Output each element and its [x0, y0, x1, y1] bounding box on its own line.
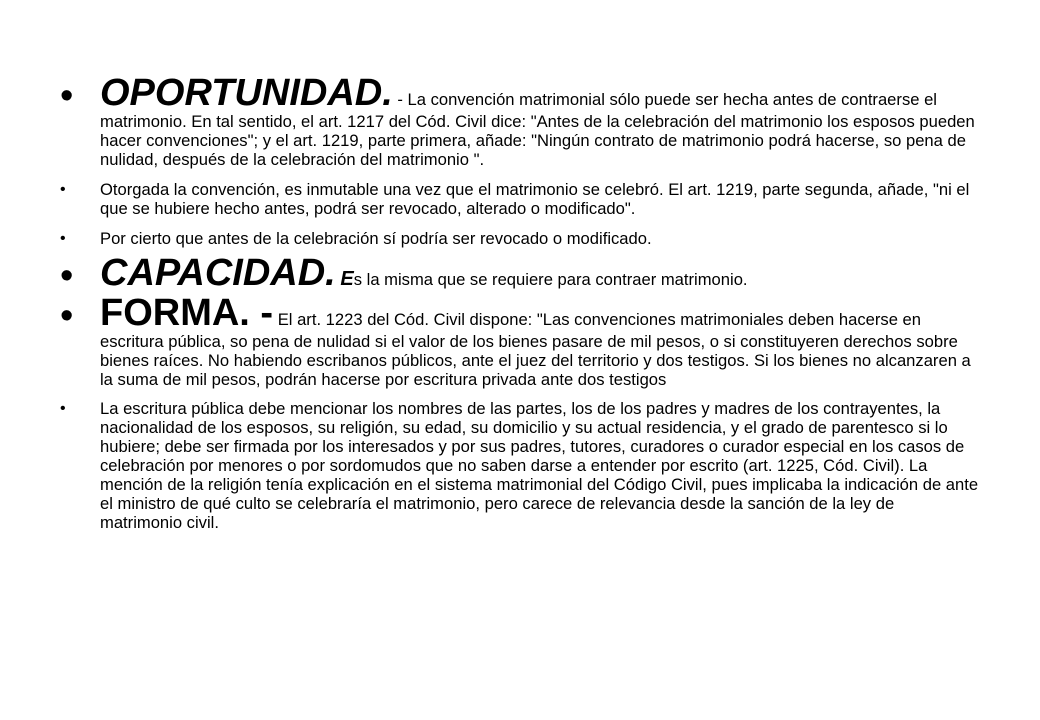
- bullet-capacidad: [60, 252, 980, 297]
- bullet-text: El art. 1223 del Cód. Civil dispone: "Las convenciones matrimoniales deben hacerse en escritura pública, so pena de nulidad si el valor de los bienes pasare de mil pesos, o si constituyeren derechos sobre bienes raíces. No habiendo escribanos públicos, ante el juez del territorio y dos testigos. Si los bienes no alcanzaren a la suma de mil pesos, podrán hacerse por escritura privada ante dos testigos: [100, 310, 971, 389]
- bullet-dot: •: [60, 230, 66, 247]
- bullet-dot: •: [60, 400, 66, 417]
- lead-letter: E: [340, 268, 354, 290]
- heading-dash: -: [249, 292, 274, 334]
- bullet-inmutable: [60, 180, 980, 218]
- bullet-text: Por cierto que antes de la celebración sí podría ser revocado o modificado.: [100, 229, 652, 248]
- bullet-text: Otorgada la convención, es inmutable una vez que el matrimonio se celebró. El art. 1219, parte segunda, añade, "ni el que se hubiere hecho antes, podrá ser revocado, alterado o modificado".: [100, 180, 970, 218]
- bullet-oportunidad: [60, 74, 980, 169]
- heading-separator: -: [392, 90, 408, 109]
- bullet-text: La escritura pública debe mencionar los nombres de las partes, los de los padres y madres de los contrayentes, la nacionalidad de los esposos, su religión, su edad, su domicilio y su actual residencia, y el grado de parentesco si lo hubiere; debe ser firmada por los interesados y por sus padres, tutores, curadores o curador especial en los casos de celebración por menores o por sordomudos que no saben darse a entender por escrito (art. 1225, Cód. Civil). La mención de la religión tenía explicación en el sistema matrimonial del Código Civil, pues implicaba la indicación de ante el ministro de qué culto se celebraría el matrimonio, pero carece de relevancia desde la sanción de la ley de matrimonio civil.: [100, 399, 979, 532]
- bullet-escritura-publica: [60, 399, 980, 532]
- heading-capacidad: CAPACIDAD.: [100, 252, 336, 294]
- bullet-dot: •: [60, 181, 66, 198]
- heading-forma: FORMA.: [100, 292, 250, 334]
- bullet-revocado: [60, 229, 980, 248]
- bullet-forma: [60, 294, 980, 389]
- bullet-dot: •: [60, 255, 74, 297]
- bullet-list: [60, 74, 980, 532]
- bullet-text: s la misma que se requiere para contraer matrimonio.: [353, 270, 748, 289]
- heading-oportunidad: OPORTUNIDAD.: [100, 72, 393, 114]
- bullet-text: La convención matrimonial sólo puede ser hecha antes de contraerse el matrimonio. En tal sentido, el art. 1217 del Cód. Civil dice: "Antes de la celebración del matrimonio los esposos pueden hacer convenciones"; y el art. 1219, parte primera, añade: "Ningún contrato de matrimonio podrá hacerse, so pena de nulidad, después de la celebración del matrimonio ".: [100, 90, 975, 169]
- bullet-dot: •: [60, 295, 74, 337]
- bullet-dot: •: [60, 75, 74, 117]
